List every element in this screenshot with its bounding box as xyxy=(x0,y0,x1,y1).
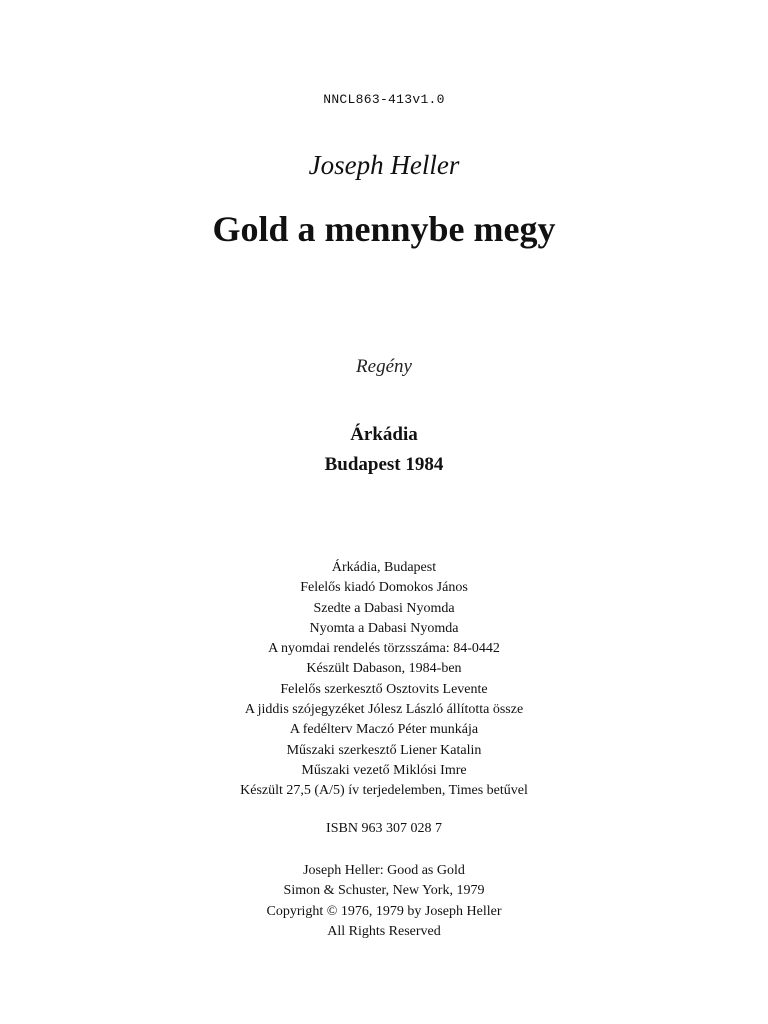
book-author: Joseph Heller xyxy=(308,150,460,180)
colophon-line: Készült Dabason, 1984-ben xyxy=(306,661,462,677)
original-edition xyxy=(0,861,768,942)
original-edition-line: Joseph Heller: Good as Gold xyxy=(303,863,465,878)
original-edition-line: All Rights Reserved xyxy=(327,923,441,939)
colophon-line: Műszaki szerkesztő Liener Katalin xyxy=(286,742,482,758)
colophon-line: Felelős kiadó Domokos János xyxy=(300,580,468,596)
colophon-line: Műszaki vezető Miklósi Imre xyxy=(301,762,467,778)
colophon-line: A jiddis szójegyzéket Jólesz László állította össze xyxy=(244,702,524,718)
original-edition-line: Copyright © 1976, 1979 by Joseph Heller xyxy=(266,903,502,919)
book-title: Gold a mennybe megy xyxy=(212,209,556,249)
colophon-line: Árkádia, Budapest xyxy=(331,560,437,575)
original-edition-line: Simon & Schuster, New York, 1979 xyxy=(283,883,485,899)
colophon-line: A fedélterv Maczó Péter munkája xyxy=(289,722,479,738)
colophon-line: A nyomdai rendelés törzsszáma: 84-0442 xyxy=(268,641,500,657)
colophon-line: Nyomta a Dabasi Nyomda xyxy=(309,620,459,636)
document-code: NNCL863-413v1.0 xyxy=(323,92,445,107)
isbn: ISBN 963 307 028 7 xyxy=(326,821,442,836)
book-genre: Regény xyxy=(356,356,412,377)
book-publisher: Árkádia xyxy=(350,424,418,445)
colophon-line: Készült 27,5 (A/5) ív terjedelemben, Times betűvel xyxy=(240,783,528,799)
colophon-line: Felelős szerkesztő Osztovits Levente xyxy=(280,681,488,697)
book-place-year: Budapest 1984 xyxy=(324,454,444,475)
colophon xyxy=(0,558,768,802)
colophon-line: Szedte a Dabasi Nyomda xyxy=(313,600,455,616)
